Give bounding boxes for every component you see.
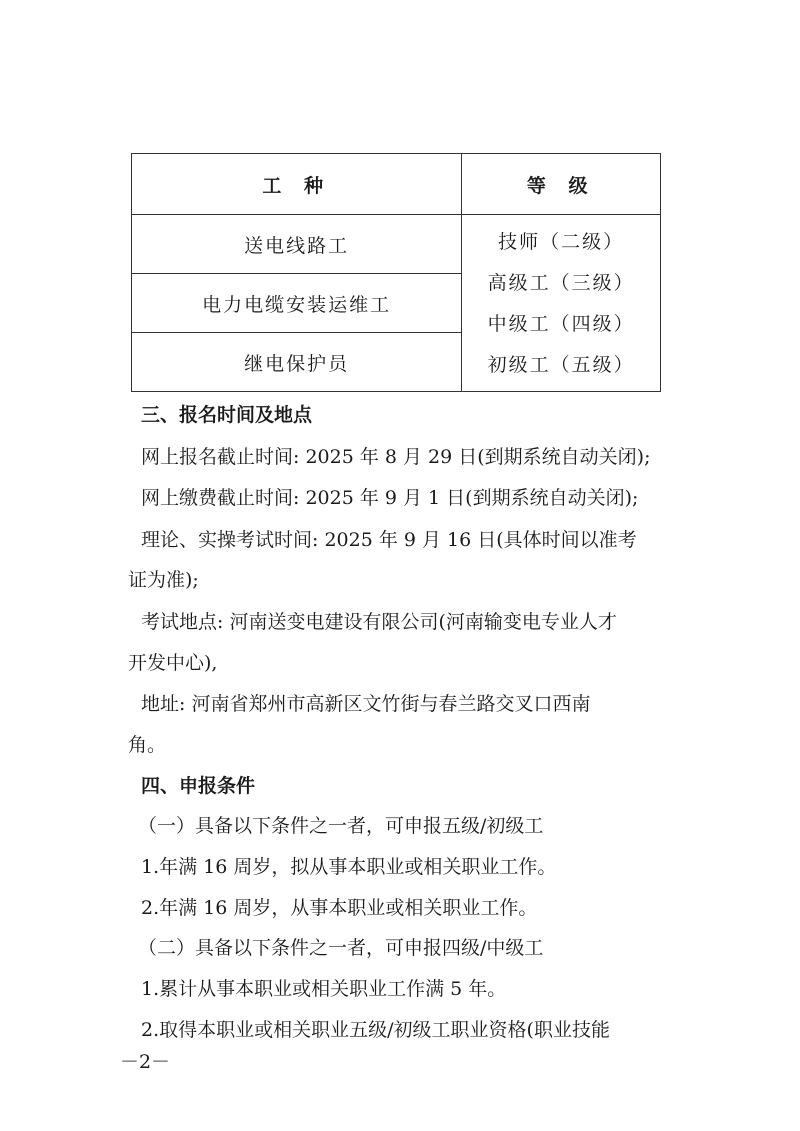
fee-deadline: 网上缴费截止时间: 2025 年 9 月 1 日(到期系统自动关闭); bbox=[141, 487, 639, 509]
list-item: 1.累计从事本职业或相关职业工作满 5 年。 bbox=[141, 978, 507, 1000]
exam-time-line1: 理论、实操考试时间: 2025 年 9 月 16 日(具体时间以准考 bbox=[141, 529, 637, 551]
sub2-title: （二）具备以下条件之一者，可申报四级/中级工 bbox=[138, 937, 544, 959]
list-item: 2.年满 16 周岁，从事本职业或相关职业工作。 bbox=[141, 897, 538, 919]
header-grade: 等 级 bbox=[462, 154, 661, 215]
address-text: 河南省郑州市高新区文竹街与春兰路交叉口西南 bbox=[191, 693, 591, 715]
table-header-row bbox=[132, 154, 661, 215]
list-item: 2.取得本职业或相关职业五级/初级工职业资格(职业技能 bbox=[141, 1019, 610, 1041]
grade-level: 高级工（三级） bbox=[487, 271, 635, 294]
grade-cell bbox=[462, 215, 661, 392]
address-line1 bbox=[141, 692, 707, 716]
section3-heading: 三、报名时间及地点 bbox=[141, 404, 313, 426]
section4-heading: 四、申报条件 bbox=[141, 775, 256, 797]
signup-deadline: 网上报名截止时间: 2025 年 8 月 29 日(到期系统自动关闭); bbox=[141, 446, 651, 468]
address-label-b: 址: bbox=[160, 693, 186, 715]
work-type-cell: 继电保护员 bbox=[132, 333, 462, 392]
grade-level: 初级工（五级） bbox=[487, 353, 635, 376]
exam-location-line1: 考试地点: 河南送变电建设有限公司(河南输变电专业人才 bbox=[141, 611, 617, 633]
header-work-type: 工 种 bbox=[132, 154, 462, 215]
occupation-grade-table bbox=[131, 153, 661, 392]
sub1-title: （一）具备以下条件之一者，可申报五级/初级工 bbox=[138, 815, 544, 837]
address-label-a: 地 bbox=[141, 693, 161, 715]
address-line2: 角。 bbox=[128, 734, 167, 756]
exam-time-line2: 证为准); bbox=[128, 569, 199, 591]
page-number: －2－ bbox=[119, 1051, 171, 1073]
grade-level: 技师（二级） bbox=[498, 230, 625, 253]
work-type-cell: 电力电缆安装运维工 bbox=[132, 274, 462, 333]
exam-location-line2: 开发中心), bbox=[128, 652, 218, 674]
list-item: 1.年满 16 周岁，拟从事本职业或相关职业工作。 bbox=[141, 856, 557, 878]
work-type-cell: 送电线路工 bbox=[132, 215, 462, 274]
grade-level: 中级工（四级） bbox=[487, 312, 635, 335]
table-row bbox=[132, 215, 661, 274]
